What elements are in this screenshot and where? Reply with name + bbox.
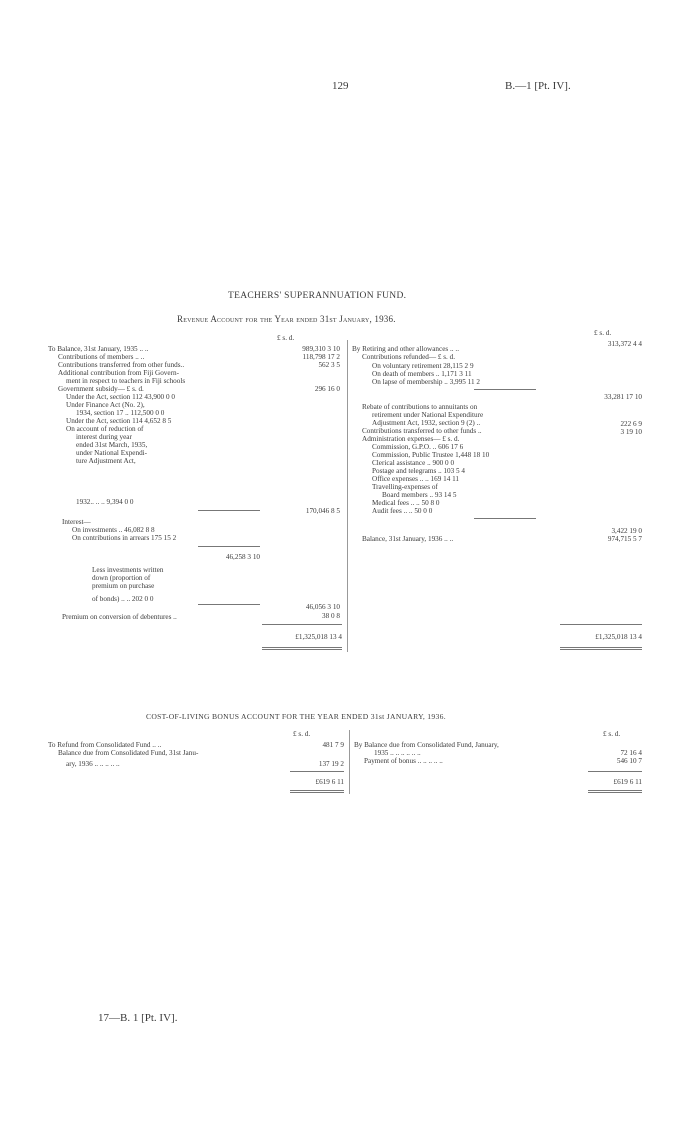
bonus-left-line: ary, 1936 .. .. .. .. ..	[66, 760, 120, 768]
left-line: Contributions of members .. ..	[58, 353, 145, 361]
right-line: Commission, G.P.O. .. 606 17 6	[372, 443, 464, 451]
less-line: down (proportion of	[92, 574, 151, 582]
right-amount: 33,281 17 10	[604, 393, 642, 401]
interest-line: On investments .. 46,082 8 8	[72, 526, 155, 534]
left-line: 1932.. .. .. 9,394 0 0	[76, 498, 134, 506]
right-line: retirement under National Expenditure	[372, 411, 484, 419]
bonus-title: COST-OF-LIVING BONUS ACCOUNT FOR THE YEAR ENDED 31st JANUARY, 1936.	[146, 712, 446, 721]
right-line: On death of members .. 1,171 3 11	[372, 370, 472, 378]
left-line: On account of reduction of	[66, 425, 144, 433]
bonus-left-amount: 481 7 9	[322, 741, 344, 749]
revenue-subtitle: Revenue Account for the Year ended 31st January, 1936.	[177, 314, 396, 324]
left-amount: 296 16 0	[314, 385, 340, 393]
right-line: Postage and telegrams .. 103 5 4	[372, 467, 466, 475]
right-amount: 313,372 4 4	[607, 340, 642, 348]
right-amount: 3,422 19 0	[611, 527, 642, 535]
left-amount: 118,798 17 2	[302, 353, 340, 361]
left-amount: 989,310 3 10	[302, 345, 340, 353]
left-line: under National Expendi-	[76, 449, 148, 457]
right-line: Contributions refunded— £ s. d.	[362, 353, 456, 361]
left-lsd-header: £ s. d.	[277, 334, 295, 342]
fund-title: TEACHERS' SUPERANNUATION FUND.	[228, 291, 407, 301]
right-amount: 3 19 10	[620, 428, 642, 436]
interest-total: 46,258 3 10	[225, 553, 260, 561]
right-line: Rebate of contributions to annuitants on	[362, 403, 478, 411]
bonus-right-line: 1935 .. .. .. .. .. ..	[374, 749, 421, 757]
bonus-right-line: Payment of bonus .. .. .. .. ..	[364, 757, 443, 765]
interest-net: 46,056 3 10	[305, 603, 340, 611]
left-line: interest during year	[76, 433, 132, 441]
left-line: ment in respect to teachers in Fiji schools	[66, 377, 186, 385]
right-line: Contributions transferred to other funds ..	[362, 427, 482, 435]
right-grand-total: £1,325,018 13 4	[595, 633, 642, 641]
footer-reference: 17—B. 1 [Pt. IV].	[98, 1012, 178, 1024]
less-line: premium on purchase	[92, 582, 155, 590]
bonus-right-lsd-header: £ s. d.	[603, 730, 621, 738]
left-line: Under the Act, section 114 4,652 8 5	[66, 417, 172, 425]
document-reference: B.—1 [Pt. IV].	[505, 80, 571, 92]
right-line: Office expenses .. .. 169 14 11	[372, 475, 460, 483]
less-line: of bonds) .. .. 202 0 0	[92, 595, 154, 603]
right-line: Audit fees .. .. 50 0 0	[372, 507, 433, 515]
left-line: Contributions transferred from other funds..	[58, 361, 185, 369]
premium-line: Premium on conversion of debentures ..	[62, 613, 177, 621]
right-line: Travelling-expenses of	[372, 483, 438, 491]
left-line: Under Finance Act (No. 2),	[66, 401, 145, 409]
left-line: 1934, section 17 .. 112,500 0 0	[76, 409, 165, 417]
right-line: Balance, 31st January, 1936 .. ..	[362, 535, 454, 543]
left-amount: 562 3 5	[318, 361, 340, 369]
right-line: Administration expenses— £ s. d.	[362, 435, 460, 443]
left-line: Additional contribution from Fiji Govern-	[58, 369, 179, 377]
bonus-right-total: £619 6 11	[613, 778, 642, 786]
right-line: On voluntary retirement 28,115 2 9	[372, 362, 474, 370]
interest-line: On contributions in arrears 175 15 2	[72, 534, 177, 542]
bonus-right-amount: 72 16 4	[620, 749, 642, 757]
bonus-right-line: By Balance due from Consolidated Fund, January,	[354, 741, 499, 749]
right-line: Clerical assistance .. 900 0 0	[372, 459, 455, 467]
bonus-left-total: £619 6 11	[315, 778, 344, 786]
right-amount: 974,715 5 7	[607, 535, 642, 543]
right-line: Medical fees .. .. 50 8 0	[372, 499, 440, 507]
right-lsd-header: £ s. d.	[594, 329, 612, 337]
left-line: ture Adjustment Act,	[76, 457, 136, 465]
left-line: Under the Act, section 112 43,900 0 0	[66, 393, 175, 401]
left-line: Government subsidy— £ s. d.	[58, 385, 144, 393]
premium-amount: 38 0 8	[322, 612, 340, 620]
right-line: Adjustment Act, 1932, section 9 (2) ..	[372, 419, 481, 427]
right-line: Board members .. 93 14 5	[382, 491, 457, 499]
right-line: Commission, Public Trustee 1,448 18 10	[372, 451, 490, 459]
page-number: 129	[332, 80, 349, 92]
right-line: On lapse of membership .. 3,995 11 2	[372, 378, 480, 386]
bonus-left-lsd-header: £ s. d.	[293, 730, 311, 738]
bonus-right-amount: 546 10 7	[616, 757, 642, 765]
left-line: ended 31st March, 1935,	[76, 441, 148, 449]
bonus-left-line: Balance due from Consolidated Fund, 31st Janu-	[58, 749, 199, 757]
left-grand-total: £1,325,018 13 4	[295, 633, 342, 641]
bonus-left-line: To Refund from Consolidated Fund .. ..	[48, 741, 162, 749]
less-line: Less investments written	[92, 566, 164, 574]
right-amount: 222 6 9	[620, 420, 642, 428]
left-amount: 170,046 8 5	[305, 507, 340, 515]
bonus-left-amount: 137 19 2	[318, 760, 344, 768]
right-line: By Retiring and other allowances .. ..	[352, 345, 459, 353]
left-line: To Balance, 31st January, 1935 .. ..	[48, 345, 149, 353]
interest-line: Interest—	[62, 518, 91, 526]
